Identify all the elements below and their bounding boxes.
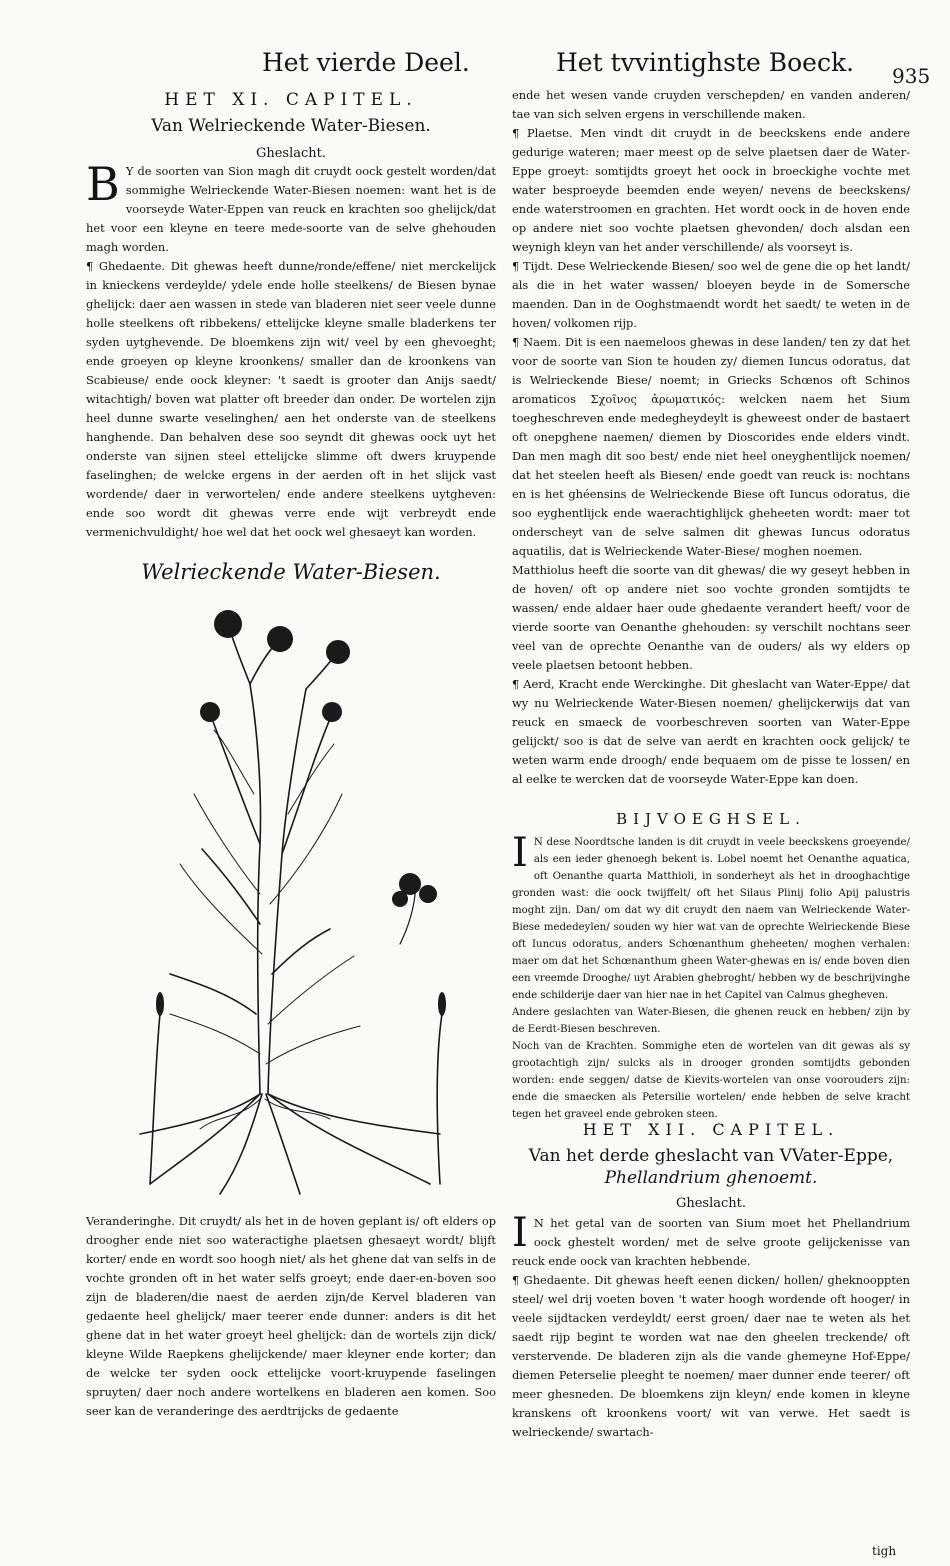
chapter-title-xi: Van Welrieckende Water-Biesen. <box>151 116 431 136</box>
figure-caption: Welrieckende Water-Biesen. <box>141 560 441 584</box>
catchword: tigh <box>872 1544 897 1558</box>
drop-cap: B <box>86 157 120 211</box>
left-text-block <box>86 157 496 542</box>
paragraph-aerd: ¶ Aerd, Kracht ende Werckinghe. Dit gheslacht van Water-Eppe/ dat wy nu Welrieckende Water-Biesen noemen/ ghelijckerwijs dat van reuck en smaeck de voorbeschreven soorten van Water-Eppe gelijckt/ soo is dat de selve van aerdt en krachten oock gelijck/ te weten warm ende droogh/ ende bequaem om de pisse te lossen/ en al eelke te wercken dat de voorseyde Water-Eppe kan doen. <box>512 677 910 786</box>
section-label-gheslacht-2: Gheslacht. <box>675 1196 747 1211</box>
drop-cap: I <box>512 830 528 876</box>
running-head-left: Het vierde Deel. <box>262 48 470 77</box>
paragraph-matthiolus: Matthiolus heeft die soorte van dit ghewas/ die wy geseyt hebben in de hoven/ oft op andere niet soo vochte gronden somtijdts te wassen/ ende aldaer haer oude ghedaente verandert heeft/ voor de vierde soorte van Oenanthe ghehouden: sy verschilt nochtans seer veel van de oprechte Oenanthe van de ouders/ als wy elders op veele plaetsen betoont hebben. <box>512 563 910 672</box>
left-bottom-text <box>86 1212 496 1421</box>
chapter-title-xii-line2: Phellandrium ghenoemt. <box>604 1168 818 1188</box>
drop-cap: I <box>512 1210 528 1256</box>
paragraph: ¶ Ghedaente. Dit ghewas heeft dunne/ronde/effene/ niet merckelijck in knieckens verdeylde/ ydele ende holle steelkens/ de Biesen bynae ghelijck: daer aen wassen in stede van bladeren niet seer veele dunne holle steelkens oft ribbekens/ ettelijcke kleyne smalle bladerkens ter syden uytghevende. De bloemkens zijn wit/ veel by een ghevoeght; ende groeyen op kleyne kroonkens/ smaller dan de kroonkens van Scabieuse/ ende oock kleyner: 't saedt is grooter dan Anijs saedt/ witachtigh/ boven wat platter oft breeder dan onder. De wortelen zijn heel dunne swarte veselinghen/ aen het onderste van de steelkens hanghende. Dan behalven dese soo seyndt dit ghewas oock uyt het onderste van sijnen steel ettelijcke slimme oft dwers kruypende faselinghen; de welcke ergens in der aerden oft in het slijck vast wordende/ daer in verwortelen/ ende andere steelkens uytgheven: ende soo wordt dit ghewas verre ende wijt verbreydt ende vermenichvuldight/ hoe wel dat het oock wel ghesaeyt kan worden. <box>86 259 496 539</box>
chapter-xii-text <box>512 1210 910 1442</box>
paragraph: Andere geslachten van Water-Biesen, die ghenen reuck en hebben/ zijn by de Eerdt-Biesen beschreven. <box>512 1007 910 1035</box>
plant-woodcut-illustration <box>110 594 470 1200</box>
paragraph: Y de soorten van Sion magh dit cruydt oock gestelt worden/dat sommighe Welrieckende Water-Biesen noemen: want het is de voorseyde Water-Eppen van reuck en krachten soo ghelijck/dat het voor een kleyne en teere mede-soorte van de selve ghehouden magh worden. <box>86 164 496 254</box>
bijvoeghsel-heading: BIJVOEGHSEL. <box>616 810 806 828</box>
chapter-heading-xi: HET XI. CAPITEL. <box>164 90 418 110</box>
chapter-heading-xii: HET XII. CAPITEL. <box>582 1120 840 1139</box>
paragraph: N dese Noordtsche landen is dit cruydt in veele beeckskens groeyende/ als een ieder ghenoegh bekent is. Lobel noemt het Oenanthe aquatica, oft Oenanthe quarta Matthioli, in sonderheyt als het in drooghachtige gronden wast: die oock twijffelt/ oft het Silaus Plinij folio Apij palustris moght zijn. Dan/ om dat wy dit cruydt den naem van Welrieckende Water-Biese mededeylen/ souden wy hier wat van de oprechte Welrieckende Biese oft Iuncus odoratus, anders Schœnanthum gheheeten/ moghen verhalen: maer om dat het Schœnanthum gheen Water-ghewas en is/ ende boven dien een vreemde Drooghe/ uyt Arabien ghebroght/ hebben wy de beschrijvinghe ende schilderije daer van hier nae in het Capitel van Calmus ghegheven. <box>512 837 910 1001</box>
paragraph-ghedaente: ¶ Ghedaente. Dit ghewas heeft eenen dicken/ hollen/ gheknooppten steel/ wel drij voeten boven 't water hoogh wordende oft hooger/ in veele sijdtacken verdeyldt/ eerst groen/ daer nae te weten als het saedt rijp begint te worden wat nae den gheelen treckende/ oft verstervende. De bladeren zijn als die vande ghemeyne Hof-Eppe/ diemen Peterselie pleeght te noemen/ maer dunner ende teerer/ oft meer ghesneden. De bloemkens zijn kleyn/ ende komen in kleyne kranskens oft kroonkens voort/ wit van verwe. Het saedt is welrieckende/ swartach- <box>512 1273 910 1439</box>
paragraph-tijdt: ¶ Tijdt. Dese Welrieckende Biesen/ soo wel de gene die op het landt/ als die in het water wassen/ bloeyen beyde in de Somersche maenden. Dan in de Ooghstmaendt wordt het saedt/ te weten in de hoven/ volkomen rijp. <box>512 259 910 330</box>
chapter-title-xii-line1: Van het derde gheslacht van VVater-Eppe, <box>528 1146 894 1166</box>
page-number: 935 <box>892 64 931 88</box>
paragraph-naem: ¶ Naem. Dit is een naemeloos ghewas in dese landen/ ten zy dat het voor de soorte van Sion te houden zy/ diemen Iuncus odoratus, dat is Welrieckende Biese/ noemt; in Griecks Schœnos oft Schinos aromaticos Σχοῖνος ἀρωματικός: welcken naem het Sium toegheschreven ende medegheydeylt is gheweest onder de bastaert oft onepghene naemen/ diemen by Dioscorides ende elders vindt. Dan men magh dit soo best/ ende niet heel oneyghentlijck noemen/ dat het steelen heeft als Biesen/ ende goedt van reuck is: nochtans en is het ghéensins de Welrieckende Biese oft Iuncus odoratus, die soo eyghentlijck ende waerachtighlijck gheheeten wordt: maer tot onderscheyt van de selve salmen dit ghewas Iuncus odoratus aquatilis, dat is Welrieckende Water-Biese/ moghen noemen. <box>512 335 910 558</box>
running-head-right: Het tvvintighste Boeck. <box>556 48 855 77</box>
right-text-block <box>512 86 910 789</box>
paragraph: N het getal van de soorten van Sium moet het Phellandrium oock ghestelt worden/ met de selve groote gelijckenisse van reuck ende oock van krachten hebbende. <box>512 1216 910 1268</box>
paragraph: Noch van de Krachten. Sommighe eten de wortelen van dit gewas als sy grootachtigh zijn/ sulcks als in drooger gronden somtijdts gebonden worden: ende seggen/ datse de Kievits-wortelen van onse voorouders zijn: ende die smaecken als Petersilie wortelen/ ende hebben de selve kracht tegen het graveel ende gebroken steen. <box>512 1041 910 1120</box>
bijvoeghsel-block <box>512 830 910 1123</box>
section-label-gheslacht: Gheslacht. <box>255 146 327 161</box>
paragraph-plaetse: ¶ Plaetse. Men vindt dit cruydt in de beeckskens ende andere gedurige wateren; maer meest op de selve plaetsen daer de Water-Eppe groeyt: somtijdts groeyt het oock in broeckighe vochte met water besproeyde beemden ende weyen/ nevens de beeckskens/ ende waterstroomen en grachten. Het wordt oock in de hoven ende op andere niet soo vochte plaetsen ghevonden/ doch alsdan een weynigh kleyn van het ander verschillende/ als voorseyt is. <box>512 126 910 254</box>
paragraph: ende het wesen vande cruyden verschepden/ en vanden anderen/ tae van sich selven ergens in verschillende maken. <box>512 88 910 121</box>
paragraph-veranderinghe: Veranderinghe. Dit cruydt/ als het in de hoven geplant is/ oft elders op droogher ende niet soo wateractighe plaetsen ghesaeyt wordt/ blijft korter/ ende en wordt soo hoogh niet/ als het ghene dat van selfs in de vochte gronden oft in het water selfs groeyt; ende daer-en-boven soo zijn de bladeren/die naest de aerden zijn/de Kervel bladeren van gedaente heel ghelijck/ maer teerer ende dunner: anders is dit het ghene dat in het water groeyt heel ghelijck: dan de wortels zijn dick/ kleyne Wilde Raepkens ghelijckende/ maer kleyner ende korter; dan de welcke ter syden oock ettelijcke voort-kruypende faselingen spruyten/ daer noch andere wortelkens en bladeren aen komen. Soo seer kan de veranderinge des aerdtrijcks de gedaente <box>86 1214 496 1418</box>
